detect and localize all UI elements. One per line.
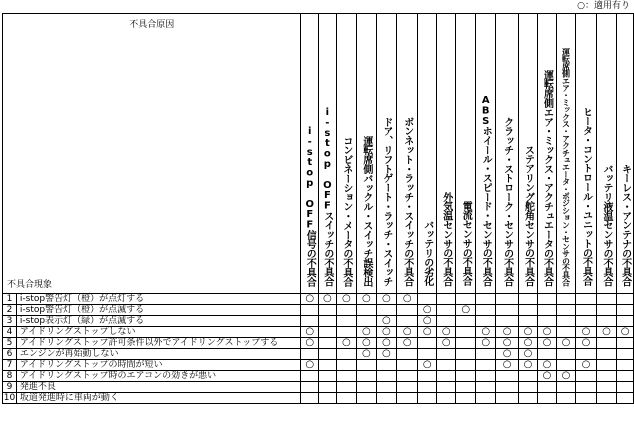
- applicable-mark: ○: [538, 338, 557, 349]
- cause-header: 運転席側エア・ミックス・アクチュエータの不具合: [538, 14, 557, 294]
- empty-cell: [436, 393, 456, 404]
- empty-cell: [576, 393, 596, 404]
- empty-cell: [496, 294, 518, 305]
- row-number: 10: [3, 393, 16, 403]
- cause-header: バッテリの劣化: [418, 14, 437, 294]
- applicable-mark: ○: [397, 338, 418, 349]
- empty-cell: [336, 349, 356, 360]
- applicable-mark: ○: [596, 327, 616, 338]
- empty-cell: [376, 305, 396, 316]
- table-row: [3, 371, 634, 382]
- empty-cell: [576, 316, 596, 327]
- applicable-mark: ○: [576, 360, 596, 371]
- table-row: [3, 294, 634, 305]
- empty-cell: [596, 360, 616, 371]
- empty-cell: [418, 382, 437, 393]
- applicable-mark: ○: [336, 294, 356, 305]
- symptom-label: 発進不良: [16, 382, 301, 393]
- empty-cell: [518, 294, 538, 305]
- empty-cell: [418, 338, 437, 349]
- empty-cell: [397, 316, 418, 327]
- symptom-label: 坂道発進時に車両が動く: [16, 393, 301, 404]
- empty-cell: [397, 305, 418, 316]
- applicable-mark: ○: [436, 338, 456, 349]
- fault-matrix-table: [2, 13, 634, 404]
- applicable-mark: ○: [576, 327, 596, 338]
- empty-cell: [418, 349, 437, 360]
- empty-cell: [538, 294, 557, 305]
- empty-cell: [556, 327, 576, 338]
- applicable-mark: ○: [496, 360, 518, 371]
- applicable-mark: ○: [556, 371, 576, 382]
- table-row: [3, 360, 634, 371]
- empty-cell: [475, 382, 495, 393]
- empty-cell: [475, 393, 495, 404]
- applicable-mark: ○: [418, 360, 437, 371]
- applicable-mark: ○: [301, 338, 319, 349]
- empty-cell: [357, 371, 377, 382]
- table-row: [3, 382, 634, 393]
- applicable-mark: ○: [456, 305, 476, 316]
- empty-cell: [336, 360, 356, 371]
- empty-cell: [538, 349, 557, 360]
- cause-header: 外気温センサの不具合: [436, 14, 456, 294]
- empty-cell: [436, 349, 456, 360]
- applicable-mark: ○: [496, 327, 518, 338]
- row-number: 8: [3, 371, 17, 382]
- row-number: 7: [3, 360, 17, 371]
- empty-cell: [556, 349, 576, 360]
- empty-cell: [475, 371, 495, 382]
- empty-cell: [319, 316, 337, 327]
- causes-label: 不具合原因: [129, 20, 175, 30]
- empty-cell: [319, 338, 337, 349]
- applicable-mark: ○: [436, 327, 456, 338]
- empty-cell: [436, 316, 456, 327]
- symptom-label: エンジンが再始動しない: [16, 349, 301, 360]
- row-number: 3: [3, 316, 17, 327]
- empty-cell: [456, 349, 476, 360]
- empty-cell: [397, 393, 418, 404]
- empty-cell: [576, 294, 596, 305]
- empty-cell: [538, 382, 557, 393]
- empty-cell: [556, 294, 576, 305]
- empty-cell: [436, 360, 456, 371]
- applicable-mark: ○: [397, 327, 418, 338]
- empty-cell: [475, 349, 495, 360]
- empty-cell: [397, 360, 418, 371]
- legend: ○：適用有り: [577, 1, 630, 11]
- symptom-label: i-stop警告灯（橙）が点滅する: [16, 305, 301, 316]
- cause-header: ドア、リフトゲート・ラッチ・スイッチ: [376, 14, 396, 294]
- applicable-mark: ○: [376, 338, 396, 349]
- cause-header: ボンネット・ラッチ・スイッチの不具合: [397, 14, 418, 294]
- empty-cell: [357, 382, 377, 393]
- applicable-mark: ○: [397, 294, 418, 305]
- empty-cell: [357, 393, 377, 404]
- row-number: 9: [3, 382, 17, 393]
- applicable-mark: ○: [496, 338, 518, 349]
- symptom-label: アイドリングストップ時のエアコンの効きが悪い: [16, 371, 301, 382]
- empty-cell: [518, 316, 538, 327]
- empty-cell: [496, 305, 518, 316]
- symptom-label: i-stop警告灯（橙）が点灯する: [16, 294, 301, 305]
- empty-cell: [456, 360, 476, 371]
- empty-cell: [576, 349, 596, 360]
- symptom-label: アイドリングストップ許可条件以外でアイドリングストップする: [16, 338, 301, 349]
- empty-cell: [319, 393, 337, 404]
- cause-header: コンビネーション・メータの不具合: [336, 14, 356, 294]
- empty-cell: [357, 305, 377, 316]
- empty-cell: [336, 327, 356, 338]
- applicable-mark: ○: [418, 316, 437, 327]
- empty-cell: [301, 371, 319, 382]
- empty-cell: [518, 382, 538, 393]
- empty-cell: [319, 382, 337, 393]
- empty-cell: [301, 382, 319, 393]
- cause-header: バッテリ液温センサの不具合: [596, 14, 616, 294]
- empty-cell: [357, 316, 377, 327]
- empty-cell: [319, 371, 337, 382]
- row-number: 5: [3, 338, 17, 349]
- empty-cell: [456, 316, 476, 327]
- empty-cell: [418, 371, 437, 382]
- applicable-mark: ○: [357, 294, 377, 305]
- empty-cell: [301, 393, 319, 404]
- applicable-mark: ○: [376, 349, 396, 360]
- empty-cell: [436, 371, 456, 382]
- applicable-mark: ○: [418, 327, 437, 338]
- empty-cell: [436, 382, 456, 393]
- applicable-mark: ○: [376, 327, 396, 338]
- empty-cell: [456, 327, 476, 338]
- empty-cell: [576, 371, 596, 382]
- empty-cell: [456, 382, 476, 393]
- empty-cell: [301, 305, 319, 316]
- applicable-mark: ○: [518, 338, 538, 349]
- empty-cell: [518, 371, 538, 382]
- empty-cell: [496, 393, 518, 404]
- empty-cell: [418, 294, 437, 305]
- empty-cell: [576, 305, 596, 316]
- empty-cell: [538, 393, 557, 404]
- applicable-mark: ○: [518, 327, 538, 338]
- empty-cell: [556, 393, 576, 404]
- empty-cell: [617, 305, 634, 316]
- applicable-mark: ○: [301, 327, 319, 338]
- empty-cell: [617, 371, 634, 382]
- applicable-mark: ○: [357, 327, 377, 338]
- cause-header: ヒータ・コントロール・ユニットの不具合: [576, 14, 596, 294]
- empty-cell: [376, 382, 396, 393]
- empty-cell: [319, 360, 337, 371]
- empty-cell: [357, 360, 377, 371]
- empty-cell: [556, 316, 576, 327]
- empty-cell: [376, 371, 396, 382]
- applicable-mark: ○: [518, 360, 538, 371]
- empty-cell: [397, 382, 418, 393]
- empty-cell: [436, 305, 456, 316]
- empty-cell: [596, 349, 616, 360]
- applicable-mark: ○: [357, 349, 377, 360]
- empty-cell: [475, 305, 495, 316]
- applicable-mark: ○: [538, 371, 557, 382]
- applicable-mark: ○: [301, 360, 319, 371]
- header-row: [3, 14, 634, 294]
- empty-cell: [596, 338, 616, 349]
- empty-cell: [456, 294, 476, 305]
- applicable-mark: ○: [418, 305, 437, 316]
- empty-cell: [556, 360, 576, 371]
- cause-header: i-stop OFF信号の不具合: [301, 14, 319, 294]
- applicable-mark: ○: [475, 338, 495, 349]
- corner-cell: [3, 14, 301, 294]
- applicable-mark: ○: [617, 327, 634, 338]
- cause-header: 運転席側バックル・スイッチ誤検出: [357, 14, 377, 294]
- applicable-mark: ○: [475, 327, 495, 338]
- empty-cell: [319, 305, 337, 316]
- empty-cell: [556, 305, 576, 316]
- empty-cell: [538, 316, 557, 327]
- empty-cell: [376, 393, 396, 404]
- empty-cell: [456, 393, 476, 404]
- empty-cell: [376, 360, 396, 371]
- symptoms-label: 不具合現象: [7, 280, 53, 290]
- empty-cell: [617, 294, 634, 305]
- symptom-label: アイドリングストップの時間が短い: [16, 360, 301, 371]
- empty-cell: [538, 305, 557, 316]
- applicable-mark: ○: [376, 294, 396, 305]
- applicable-mark: ○: [538, 360, 557, 371]
- empty-cell: [576, 382, 596, 393]
- empty-cell: [617, 382, 634, 393]
- cause-header: 電流センサの不具合: [456, 14, 476, 294]
- symptom-label: i-stop表示灯（緑）が点滅する: [16, 316, 301, 327]
- empty-cell: [617, 349, 634, 360]
- empty-cell: [336, 305, 356, 316]
- table-row: [3, 338, 634, 349]
- applicable-mark: ○: [518, 349, 538, 360]
- empty-cell: [518, 305, 538, 316]
- empty-cell: [617, 393, 634, 404]
- empty-cell: [596, 294, 616, 305]
- empty-cell: [336, 393, 356, 404]
- empty-cell: [617, 360, 634, 371]
- applicable-mark: ○: [357, 338, 377, 349]
- empty-cell: [475, 360, 495, 371]
- empty-cell: [596, 393, 616, 404]
- applicable-mark: ○: [319, 294, 337, 305]
- empty-cell: [617, 338, 634, 349]
- cause-header: ABSホイール・スピード・センサの不具合: [475, 14, 495, 294]
- empty-cell: [397, 371, 418, 382]
- applicable-mark: ○: [538, 327, 557, 338]
- empty-cell: [301, 349, 319, 360]
- empty-cell: [319, 327, 337, 338]
- table-body: [3, 294, 634, 404]
- cause-header: i-stop OFFスイッチの不具合: [319, 14, 337, 294]
- row-number: 1: [3, 294, 17, 305]
- empty-cell: [336, 316, 356, 327]
- row-number: 4: [3, 327, 17, 338]
- empty-cell: [475, 316, 495, 327]
- empty-cell: [617, 316, 634, 327]
- applicable-mark: ○: [376, 316, 396, 327]
- cause-header: ステアリング舵角センサの不具合: [518, 14, 538, 294]
- table-row: [3, 327, 634, 338]
- empty-cell: [436, 294, 456, 305]
- empty-cell: [397, 349, 418, 360]
- empty-cell: [418, 393, 437, 404]
- empty-cell: [496, 382, 518, 393]
- empty-cell: [475, 294, 495, 305]
- empty-cell: [596, 305, 616, 316]
- row-number: 2: [3, 305, 17, 316]
- applicable-mark: ○: [336, 338, 356, 349]
- empty-cell: [518, 393, 538, 404]
- table-row: [3, 305, 634, 316]
- empty-cell: [496, 316, 518, 327]
- cause-header: クラッチ・ストローク・センサの不具合: [496, 14, 518, 294]
- empty-cell: [456, 338, 476, 349]
- row-number: 6: [3, 349, 17, 360]
- applicable-mark: ○: [496, 349, 518, 360]
- empty-cell: [456, 371, 476, 382]
- table-row: [3, 349, 634, 360]
- empty-cell: [596, 371, 616, 382]
- table-row: [3, 316, 634, 327]
- empty-cell: [596, 382, 616, 393]
- empty-cell: [319, 349, 337, 360]
- cause-header: キーレス・アンテナの不具合: [617, 14, 634, 294]
- applicable-mark: ○: [301, 294, 319, 305]
- empty-cell: [496, 371, 518, 382]
- applicable-mark: ○: [556, 338, 576, 349]
- cause-header: 運転席側エア・ミックス・アクチュエータ・ポジション・センサの不具合: [556, 14, 576, 294]
- empty-cell: [556, 382, 576, 393]
- empty-cell: [336, 382, 356, 393]
- table-row: [3, 393, 634, 404]
- empty-cell: [301, 316, 319, 327]
- symptom-label: アイドリングストップしない: [16, 327, 301, 338]
- empty-cell: [596, 316, 616, 327]
- applicable-mark: ○: [576, 338, 596, 349]
- empty-cell: [336, 371, 356, 382]
